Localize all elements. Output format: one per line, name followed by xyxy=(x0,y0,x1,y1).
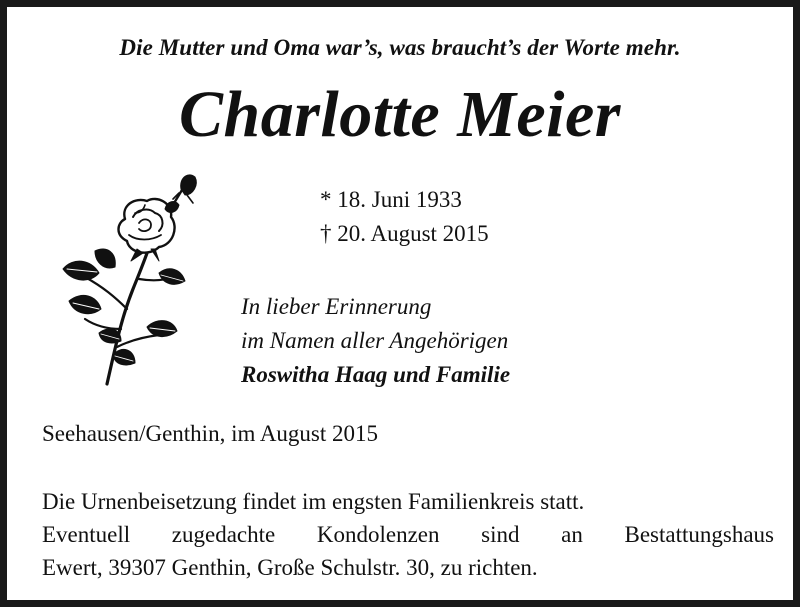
notice-line-2 xyxy=(42,518,774,551)
notice-word: Bestattungshaus xyxy=(624,522,774,547)
birth-date: * 18. Juni 1933 xyxy=(320,187,462,212)
mourners-name: Roswitha Haag und Familie xyxy=(241,362,511,387)
memorial-text xyxy=(241,290,510,392)
life-dates xyxy=(320,183,489,251)
place-and-date: Seehausen/Genthin, im August 2015 xyxy=(42,421,379,446)
notice-word: sind xyxy=(481,522,520,547)
memorial-line-2: im Namen aller Angehörigen xyxy=(241,328,509,353)
notice-line-3: Ewert, 39307 Genthin, Große Schulstr. 30, zu richten. xyxy=(42,555,538,580)
rose-icon xyxy=(55,169,205,389)
deceased-name: Charlotte Meier xyxy=(178,78,621,151)
motto: Die Mutter und Oma war’s, was braucht’s der Worte mehr. xyxy=(119,35,681,60)
funeral-notice xyxy=(42,485,774,584)
memorial-line-1: In lieber Erinnerung xyxy=(241,294,432,319)
notice-word: zugedachte xyxy=(171,522,276,547)
notice-word: an xyxy=(561,522,583,547)
notice-word: Eventuell xyxy=(42,522,131,547)
death-date: † 20. August 2015 xyxy=(320,221,489,246)
notice-line-1: Die Urnenbeisetzung findet im engsten Familienkreis statt. xyxy=(42,489,585,514)
notice-word: Kondolenzen xyxy=(316,522,440,547)
